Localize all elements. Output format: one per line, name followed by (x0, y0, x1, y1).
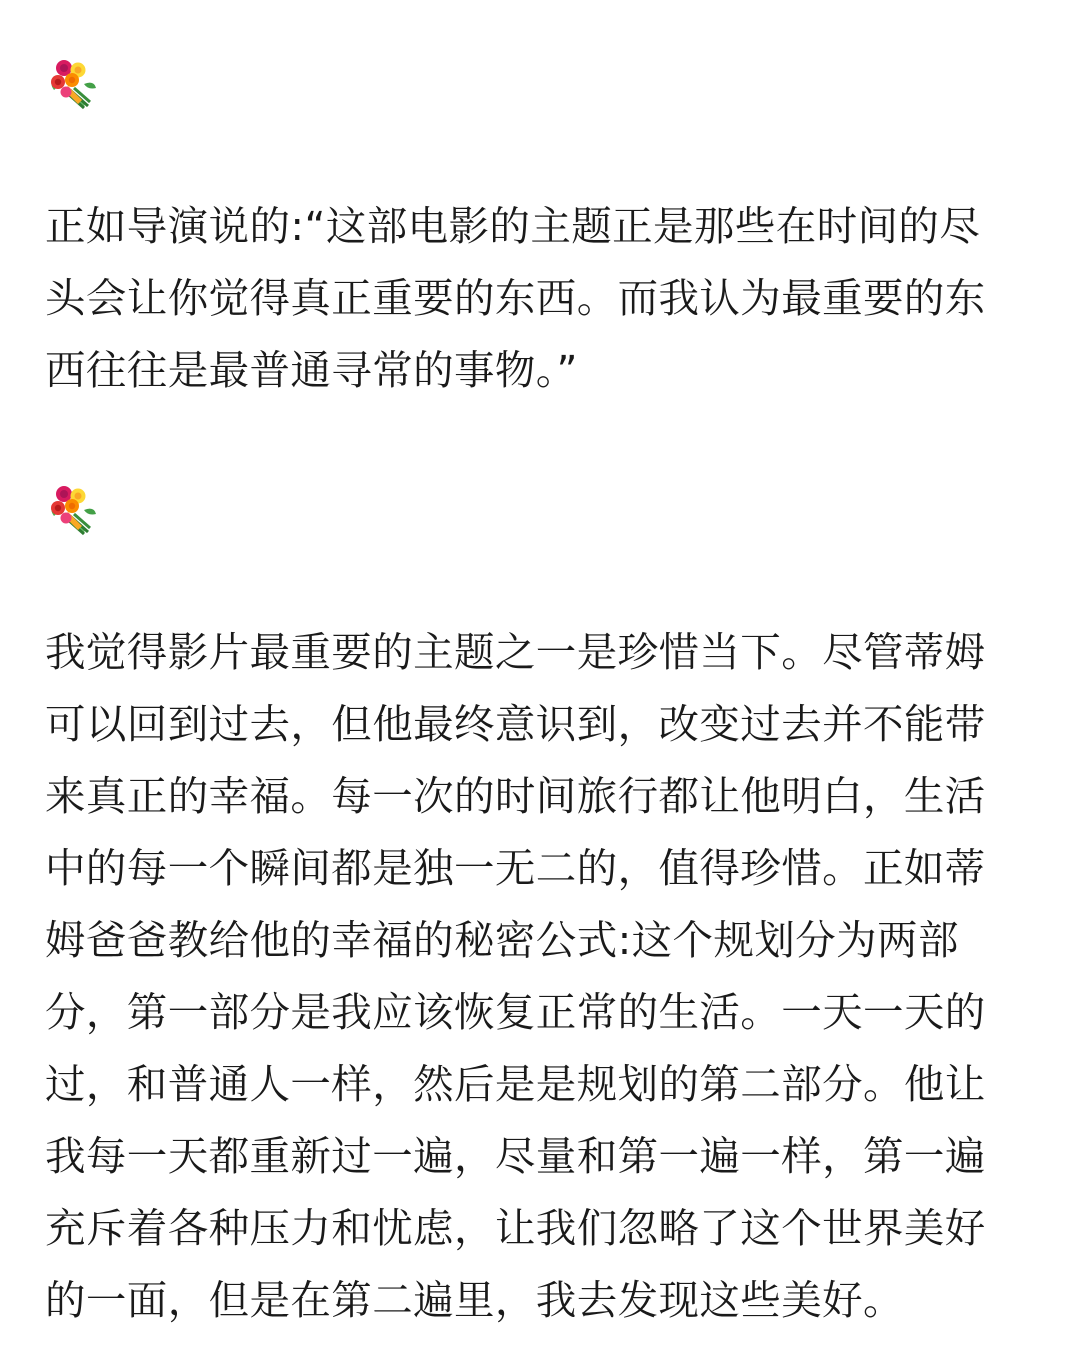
paragraph-line: 西往往是最普通寻常的事物。” (45, 346, 578, 394)
paragraph-line: 中的每一个瞬间都是独一无二的，值得珍惜。正如蒂 (45, 844, 986, 892)
paragraph-line: 我觉得影片最重要的主题之一是珍惜当下。尽管蒂姆 (45, 628, 986, 676)
paragraph-line: 头会让你觉得真正重要的东西。而我认为最重要的东 (45, 274, 986, 322)
bouquet-icon (44, 56, 100, 112)
paragraph-line: 分，第一部分是我应该恢复正常的生活。一天一天的 (45, 988, 986, 1036)
bouquet-icon-graphic (44, 482, 100, 538)
bouquet-icon (44, 482, 100, 538)
paragraph-line: 我每一天都重新过一遍，尽量和第一遍一样，第一遍 (45, 1132, 986, 1180)
paragraph-line: 充斥着各种压力和忧虑，让我们忽略了这个世界美好 (45, 1204, 986, 1252)
paragraph-line: 的一面，但是在第二遍里，我去发现这些美好。 (45, 1276, 904, 1324)
paragraph-line: 正如导演说的:“这部电影的主题正是那些在时间的尽 (45, 202, 981, 250)
paragraph-line: 可以回到过去，但他最终意识到，改变过去并不能带 (45, 700, 986, 748)
paragraph-line: 过，和普通人一样，然后是是规划的第二部分。他让 (45, 1060, 986, 1108)
paragraph-line: 来真正的幸福。每一次的时间旅行都让他明白，生活 (45, 772, 986, 820)
bouquet-icon-graphic (44, 56, 100, 112)
paragraph-line: 姆爸爸教给他的幸福的秘密公式:这个规划分为两部 (45, 916, 959, 964)
paragraph-1 (45, 190, 1045, 406)
paragraph-2 (45, 616, 1045, 1336)
